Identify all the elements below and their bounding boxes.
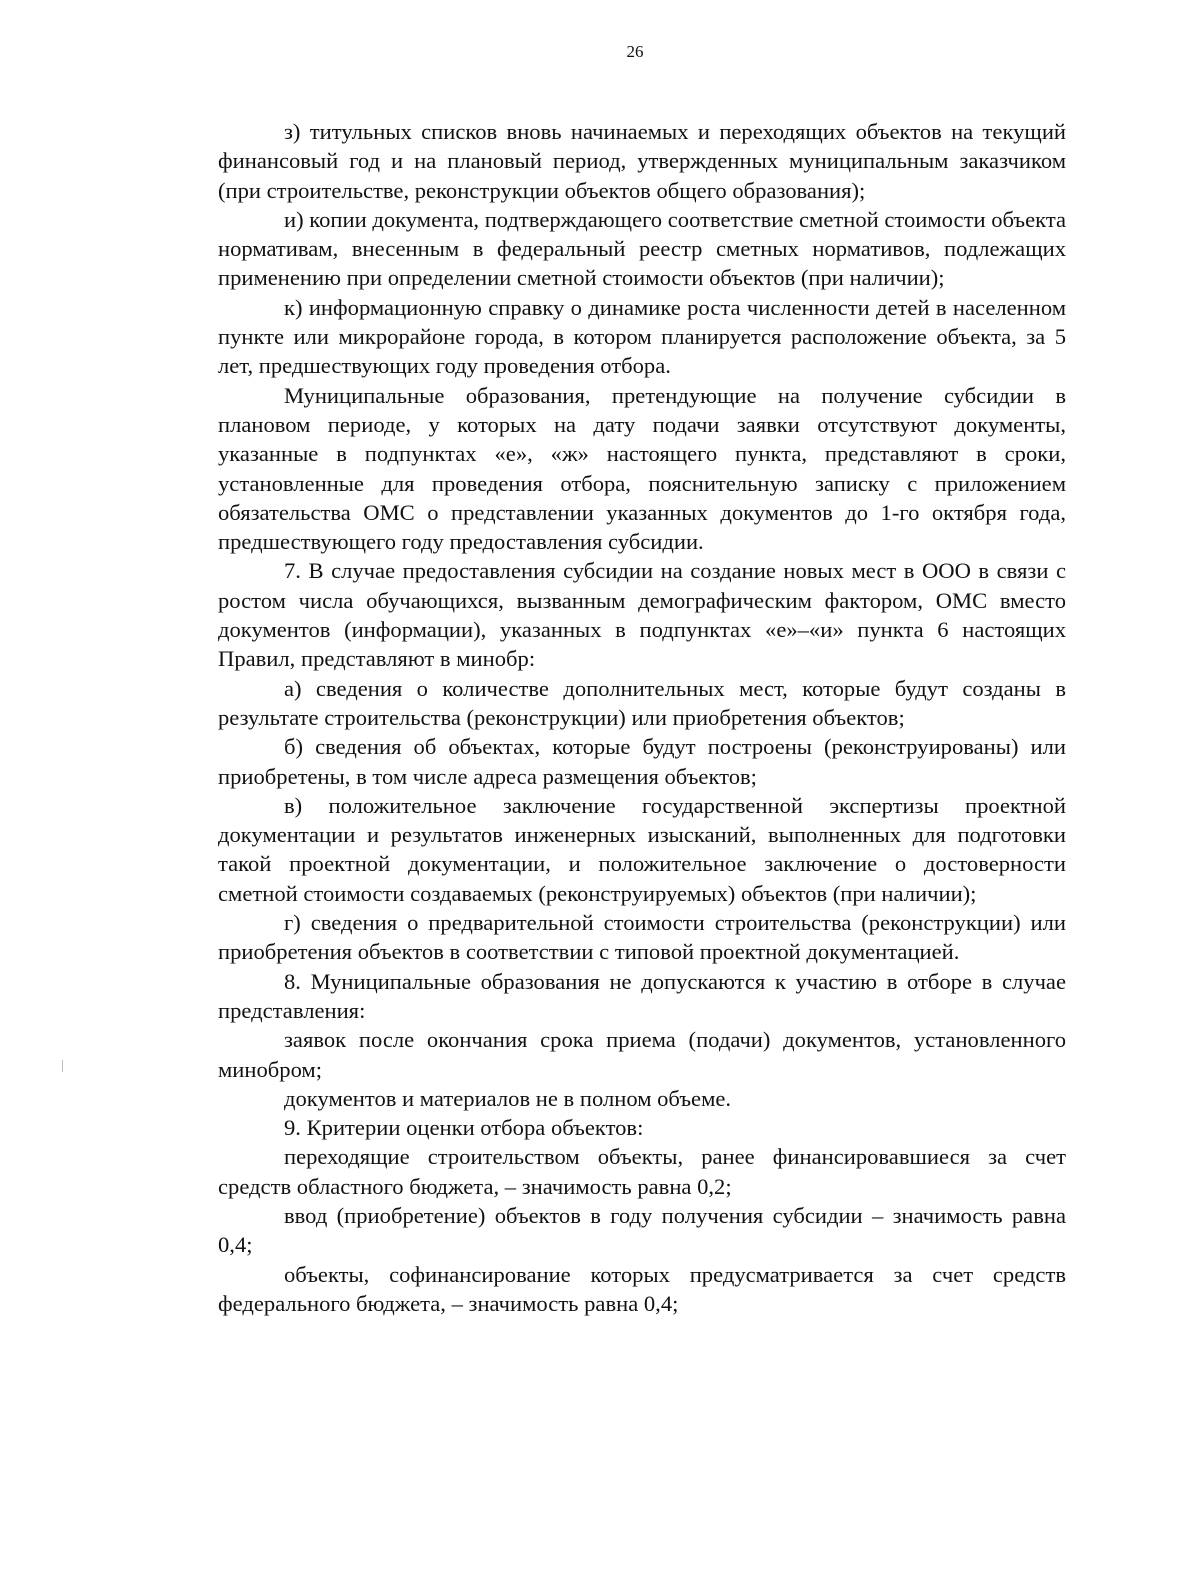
- paragraph-8-applications: заявок после окончания срока приема (подачи) документов, установленного минобром;: [218, 1027, 1066, 1082]
- paragraph-7b: б) сведения об объектах, которые будут построены (реконструированы) или приобретены, в том числе адреса размещения объектов;: [218, 734, 1066, 789]
- paragraph-9-commissioning: ввод (приобретение) объектов в году получения субсидии – значимость равна 0,4;: [218, 1202, 1066, 1258]
- page-number: 26: [626, 42, 644, 61]
- paragraph-8-documents: документов и материалов не в полном объеме.: [284, 1085, 732, 1111]
- paragraph-item-9: 9. Критерии оценки отбора объектов:: [284, 1115, 644, 1141]
- paragraph-9-transitional: переходящие строительством объекты, ранее финансировавшиеся за счет средств областного бюджета, – значимость равна 0,2;: [218, 1144, 1066, 1199]
- paragraph-z: з) титульных списков вновь начинаемых и переходящих объектов на текущий финансовый год и на плановый период, утвержденных муниципальным заказчиком (при строительстве, реконструкции объектов общего образования);: [218, 119, 1066, 203]
- paragraph-item-8: 8. Муниципальные образования не допускаются к участию в отборе в случае представления:: [218, 968, 1066, 1023]
- document-body: [218, 117, 1066, 1318]
- paragraph-7g: г) сведения о предварительной стоимости строительства (реконструкции) или приобретения объектов в соответствии с типовой проектной документацией.: [218, 910, 1066, 965]
- paragraph-7a: а) сведения о количестве дополнительных мест, которые будут созданы в результате строительства (реконструкции) или приобретения объектов;: [218, 675, 1066, 730]
- scan-mark: [62, 1060, 63, 1072]
- paragraph-item-7: 7. В случае предоставления субсидии на создание новых мест в ООО в связи с ростом числа обучающихся, вызванным демографическим фактором, ОМС вместо документов (информации), указанных в подпунктах «е»–«и» пункта 6 настоящих Правил, представляют в минобр:: [218, 558, 1066, 672]
- paragraph-k: к) информационную справку о динамике роста численности детей в населенном пункте или микрорайоне города, в котором планируется расположение объекта, за 5 лет, предшествующих году проведения отбора.: [218, 294, 1066, 379]
- paragraph-i: и) копии документа, подтверждающего соответствие сметной стоимости объекта нормативам, внесенным в федеральный реестр сметных нормативов, подлежащих применению при определении сметной стоимости объектов (при наличии);: [218, 206, 1066, 291]
- paragraph-9-cofinancing: объекты, софинансирование которых предусматривается за счет средств федерального бюджета, – значимость равна 0,4;: [218, 1261, 1066, 1316]
- paragraph-7v: в) положительное заключение государственной экспертизы проектной документации и результатов инженерных изысканий, выполненных для подготовки такой проектной документации, и положительное заключение о достоверности сметной стоимости создаваемых (реконструируемых) объектов (при наличии);: [218, 792, 1066, 906]
- paragraph-municipal-formations: Муниципальные образования, претендующие на получение субсидии в плановом периоде, у которых на дату подачи заявки отсутствуют документы, указанные в подпунктах «е», «ж» настоящего пункта, представляют в сроки, установленные для проведения отбора, пояснительную записку с приложением обязательства ОМС о представлении указанных документов до 1-го октября года, предшествующего году предоставления субсидии.: [218, 382, 1066, 555]
